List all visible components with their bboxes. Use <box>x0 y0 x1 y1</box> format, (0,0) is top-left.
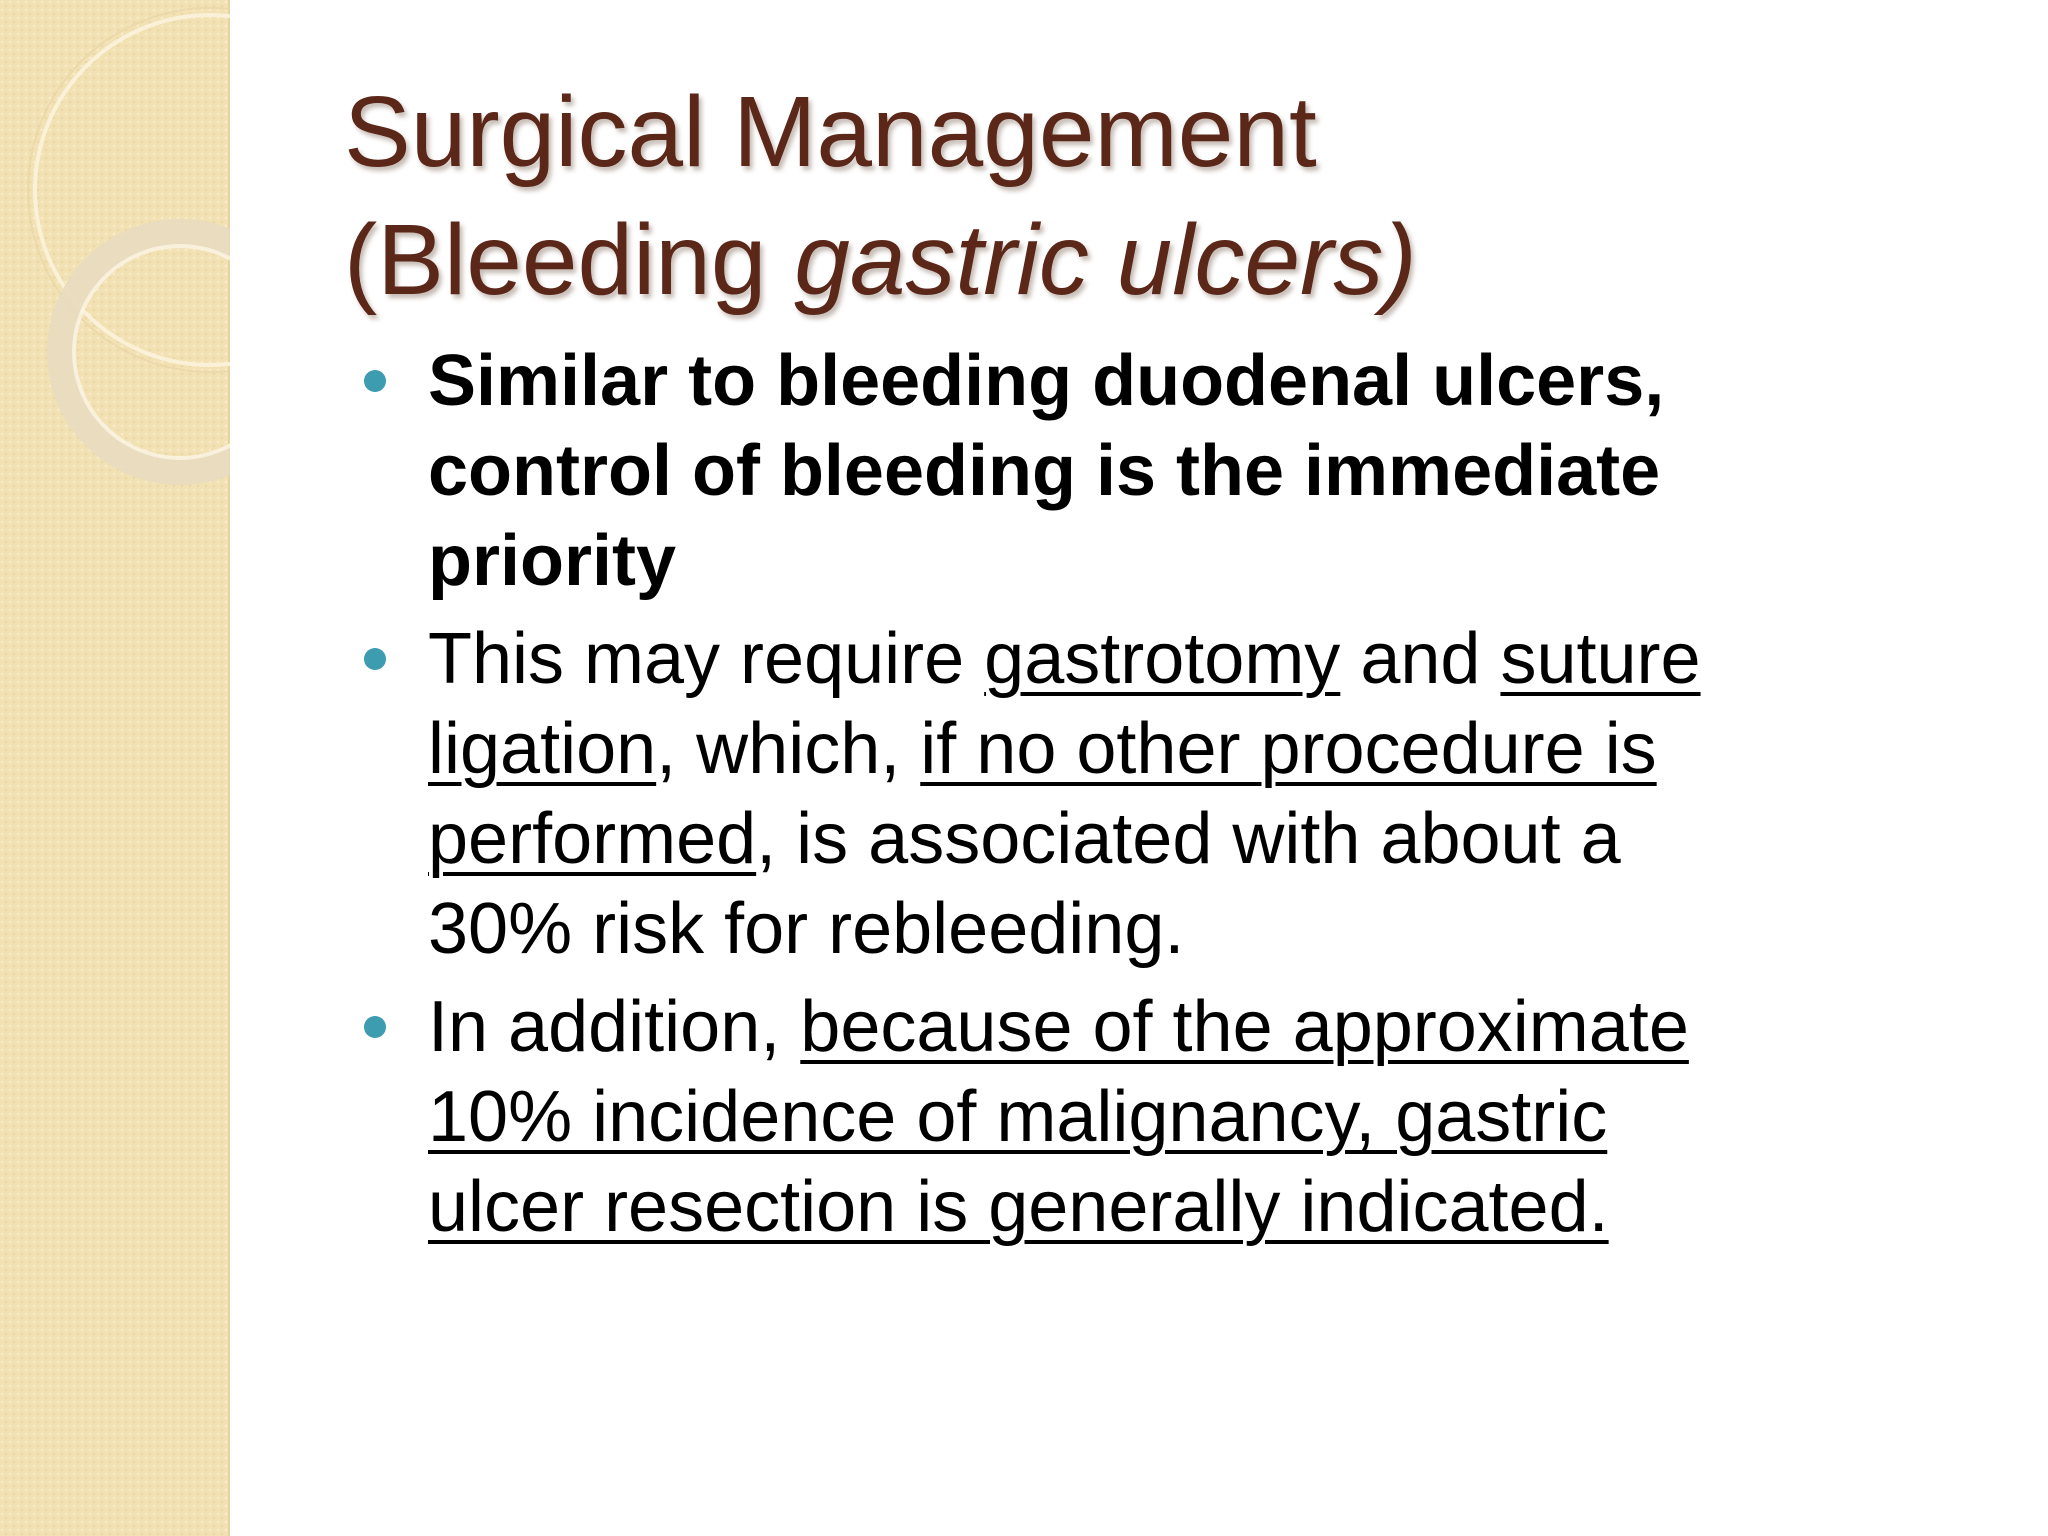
bullet-1-line-1: Similar to bleeding duodenal ulcers, <box>428 341 1665 421</box>
underlined-text: ligation <box>428 709 657 789</box>
bullet-1-line-2: control of bleeding is the immediate <box>428 431 1661 511</box>
underlined-text: because of the approximate <box>800 987 1689 1067</box>
title-line-2-italic: gastric ulcers) <box>794 204 1417 316</box>
underlined-text: suture <box>1500 619 1701 699</box>
text-fragment: In addition, <box>428 987 801 1067</box>
bullet-marker <box>364 370 386 392</box>
text-fragment: This may require <box>428 619 985 699</box>
bullet-2-line-2 <box>428 704 1968 794</box>
bullet-marker <box>364 648 386 670</box>
bullet-3-line-2 <box>428 1072 1968 1162</box>
bullet-2-line-3 <box>428 794 1968 884</box>
decorative-side-band <box>0 0 230 1536</box>
bullet-list <box>368 336 1968 1260</box>
text-fragment: and <box>1340 619 1501 699</box>
bullet-2-line-4: 30% risk for rebleeding. <box>428 889 1185 969</box>
text-fragment: , is associated with about a <box>756 799 1621 879</box>
bullet-1-line-3: priority <box>428 521 677 601</box>
decorative-rings-graphic <box>0 0 230 520</box>
bullet-item <box>368 336 1968 606</box>
bullet-marker <box>364 1016 386 1038</box>
bullet-item <box>368 614 1968 974</box>
bullet-3-line-1 <box>428 982 1968 1072</box>
underlined-text: gastrotomy <box>984 619 1341 699</box>
text-fragment: , which, <box>656 709 921 789</box>
title-line-2 <box>344 196 1984 324</box>
title-line-1: Surgical Management <box>344 76 1317 188</box>
bullet-item <box>368 982 1968 1252</box>
underlined-text: 10% incidence of malignancy, gastric <box>428 1077 1608 1157</box>
underlined-text: ulcer resection is generally indicated. <box>428 1167 1609 1247</box>
underlined-text: if no other procedure is <box>920 709 1657 789</box>
bullet-2-line-1 <box>428 614 1968 704</box>
bullet-3-line-3 <box>428 1162 1968 1252</box>
underlined-text: performed <box>428 799 757 879</box>
title-line-2-prefix: (Bleeding <box>344 204 795 316</box>
slide-title <box>344 68 1984 324</box>
